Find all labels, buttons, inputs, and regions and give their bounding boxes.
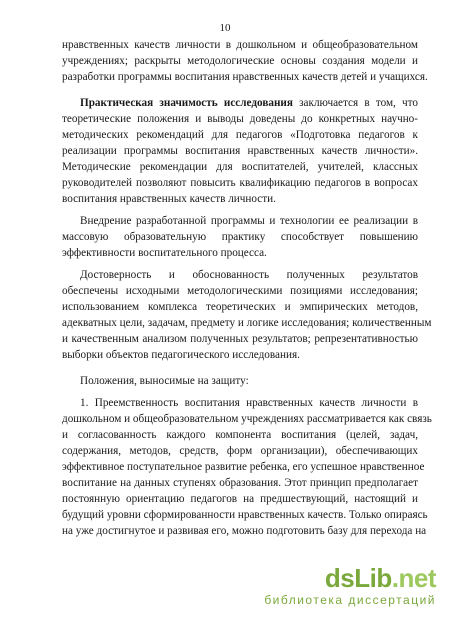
paragraph-lead bbox=[80, 96, 418, 110]
text-line: на уже достигнутое и развивая его, можно подготовить базу для перехода на bbox=[62, 525, 427, 537]
text-line: реализации программы воспитания нравственных качеств личности». bbox=[62, 145, 418, 157]
text-line: содержания, методов, средств, форм организации), обеспечивающих bbox=[62, 445, 418, 457]
text-line: Методические рекомендации для воспитателей, учителей, классных bbox=[62, 161, 418, 173]
text-line: использованием комплекса теоретических и эмпирических методов, bbox=[62, 301, 418, 313]
text-line: методических рекомендаций для педагогов «Подготовка педагогов к bbox=[62, 129, 418, 141]
text-line: эффективное поступательное развитие ребенка, его успешное нравственное bbox=[62, 461, 425, 473]
text-line: теоретические положения и выводы доведены до конкретных научно- bbox=[62, 113, 418, 125]
text-line: массовую образовательную практику способствует повышению bbox=[62, 231, 418, 243]
text-line: выборки объектов педагогического исследования. bbox=[62, 349, 300, 361]
page-number: 10 bbox=[219, 22, 231, 34]
text-line: адекватных цели, задачам, предмету и логике исследования; количественным bbox=[62, 317, 432, 329]
text-line: воспитания нравственных качеств личности. bbox=[62, 193, 276, 205]
text-line: обеспечены исходными методологическими позициями исследования; bbox=[62, 285, 418, 297]
text-line: 1. Преемственность воспитания нравственных качеств личности в bbox=[80, 397, 418, 409]
text-fragment: заключается в том, что bbox=[299, 97, 418, 109]
section-heading: Положения, выносимые на защиту: bbox=[80, 375, 249, 387]
logo: dsLib.net bbox=[324, 563, 436, 593]
text-line: и согласованность каждого компонента воспитания (целей, задач, bbox=[62, 429, 418, 441]
text-line: будущий уровни сформированности нравственных качеств. Только опираясь bbox=[62, 509, 428, 521]
text-line: эффективности воспитательного процесса. bbox=[62, 247, 267, 259]
logo-tagline: библиотека диссертаций bbox=[264, 593, 436, 607]
text-line: и качественным анализом полученных результатов; репрезентативностью bbox=[62, 333, 418, 345]
text-line: разработки программы воспитания нравственных качеств детей и учащихся. bbox=[62, 71, 428, 83]
text-line: учреждениях; раскрыты методологические основы создания модели и bbox=[62, 55, 418, 67]
text-line: нравственных качеств личности в дошкольном и общеобразовательном bbox=[62, 39, 418, 51]
text-line: Внедрение разработанной программы и технологии ее реализации в bbox=[80, 215, 418, 227]
text-line: постоянную ориентацию педагогов на предшествующий, настоящий и bbox=[62, 493, 418, 505]
text-line: руководителей позволяют повысить квалификацию педагогов в вопросах bbox=[62, 177, 418, 189]
watermark-logo bbox=[264, 565, 436, 607]
bold-lead: Практическая значимость исследования bbox=[80, 97, 293, 109]
section-heading: Достоверность и обоснованность полученных результатов bbox=[80, 269, 418, 281]
text-line: воспитание на данных ступенях образования. Этот принцип предполагает bbox=[62, 477, 418, 489]
text-line: дошкольном и общеобразовательном учреждениях рассматривается как связь bbox=[62, 413, 432, 425]
